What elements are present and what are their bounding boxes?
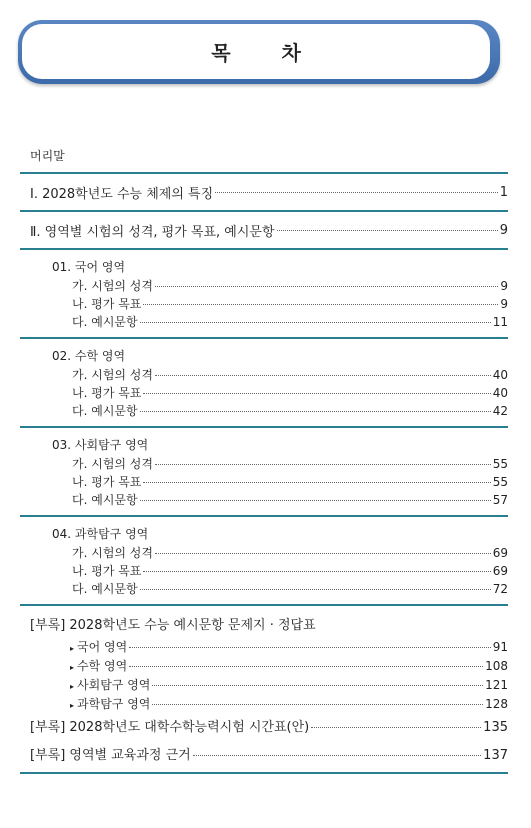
toc-label: 다. 예시문항 xyxy=(72,493,138,507)
toc-label: 다. 예시문항 xyxy=(72,404,138,418)
toc-label: 나. 평가 목표 xyxy=(72,564,142,578)
toc-item[interactable] xyxy=(30,313,508,331)
dot-leader xyxy=(140,589,491,590)
toc-appendix-curriculum[interactable] xyxy=(30,742,508,770)
title-banner-inner xyxy=(22,24,490,79)
toc-item[interactable] xyxy=(30,562,508,580)
toc-label: 가. 시험의 성격 xyxy=(72,457,153,471)
dot-leader xyxy=(140,500,491,501)
toc-page: 91 xyxy=(492,640,508,654)
toc-section-science xyxy=(30,517,508,604)
toc-page: 108 xyxy=(485,659,508,673)
toc-item[interactable] xyxy=(30,544,508,562)
toc-preface[interactable]: 머리말 xyxy=(30,149,65,163)
dot-leader xyxy=(155,464,491,465)
toc-chapter-1[interactable] xyxy=(30,174,508,210)
toc-label: 나. 평가 목표 xyxy=(72,297,142,311)
toc-page: 1 xyxy=(499,184,508,200)
toc-page: 9 xyxy=(499,222,508,238)
toc-label: Ⅰ. 2028학년도 수능 체제의 특징 xyxy=(30,186,214,202)
toc-page: 69 xyxy=(492,546,508,560)
dot-leader xyxy=(155,375,491,376)
toc-appendix-timetable[interactable] xyxy=(30,714,508,742)
dot-leader xyxy=(155,553,491,554)
triangle-bullet-icon: ▸ xyxy=(70,701,75,710)
title-banner xyxy=(18,20,500,84)
dot-leader xyxy=(193,755,481,756)
toc-label: 다. 예시문항 xyxy=(72,315,138,329)
toc-label: [부록] 2028학년도 대학수학능력시험 시간표(안) xyxy=(30,720,310,735)
toc-section-title[interactable]: 03. 사회탐구 영역 xyxy=(52,438,149,452)
dot-leader xyxy=(155,286,498,287)
dot-leader xyxy=(143,571,490,572)
dot-leader xyxy=(129,647,491,648)
triangle-bullet-icon: ▸ xyxy=(70,644,75,653)
toc-appendix-title[interactable]: [부록] 2028학년도 수능 예시문항 문제지 · 정답표 xyxy=(30,618,316,633)
toc-item[interactable] xyxy=(30,455,508,473)
toc-page: 57 xyxy=(492,493,508,507)
toc-appendix-item[interactable] xyxy=(30,695,508,714)
toc-item[interactable] xyxy=(30,491,508,509)
toc-appendix xyxy=(30,606,508,772)
toc-label: 수학 영역 xyxy=(77,659,128,673)
toc-chapter-2[interactable] xyxy=(30,212,508,248)
toc-item[interactable] xyxy=(30,580,508,598)
dot-leader xyxy=(215,192,498,193)
toc-label: 가. 시험의 성격 xyxy=(72,546,153,560)
toc-label: Ⅱ. 영역별 시험의 성격, 평가 목표, 예시문항 xyxy=(30,224,275,240)
toc-page: 11 xyxy=(492,315,508,329)
toc-label: 나. 평가 목표 xyxy=(72,475,142,489)
dot-leader xyxy=(140,322,491,323)
toc-page: 72 xyxy=(492,582,508,596)
toc-label: [부록] 영역별 교육과정 근거 xyxy=(30,748,191,763)
page-title: 목 차 xyxy=(211,41,323,65)
toc-label: 사회탐구 영역 xyxy=(77,678,151,692)
toc-label: 가. 시험의 성격 xyxy=(72,279,153,293)
toc-appendix-item[interactable] xyxy=(30,657,508,676)
toc-item[interactable] xyxy=(30,277,508,295)
toc-item[interactable] xyxy=(30,366,508,384)
toc-label: 가. 시험의 성격 xyxy=(72,368,153,382)
toc-item[interactable] xyxy=(30,402,508,420)
dot-leader xyxy=(143,482,490,483)
triangle-bullet-icon: ▸ xyxy=(70,682,75,691)
toc-page: 69 xyxy=(492,564,508,578)
toc-section-social xyxy=(30,428,508,515)
toc-page: 55 xyxy=(492,457,508,471)
toc-page: 128 xyxy=(485,697,508,711)
toc-section-title[interactable]: 01. 국어 영역 xyxy=(52,260,126,274)
dot-leader xyxy=(277,230,498,231)
dot-leader xyxy=(140,411,491,412)
divider xyxy=(20,772,508,774)
toc-section-title[interactable]: 02. 수학 영역 xyxy=(52,349,126,363)
toc-label: 나. 평가 목표 xyxy=(72,386,142,400)
toc-item[interactable] xyxy=(30,473,508,491)
dot-leader xyxy=(152,685,483,686)
toc-item[interactable] xyxy=(30,384,508,402)
toc-page: 40 xyxy=(492,386,508,400)
toc-section-title[interactable]: 04. 과학탐구 영역 xyxy=(52,527,149,541)
dot-leader xyxy=(129,666,483,667)
toc-appendix-item[interactable] xyxy=(30,676,508,695)
toc-label: 과학탐구 영역 xyxy=(77,697,151,711)
toc-label: 국어 영역 xyxy=(77,640,128,654)
toc-page: 121 xyxy=(485,678,508,692)
dot-leader xyxy=(143,393,490,394)
dot-leader xyxy=(143,304,498,305)
toc-page: 9 xyxy=(500,279,508,293)
dot-leader xyxy=(311,727,481,728)
toc-label: 다. 예시문항 xyxy=(72,582,138,596)
dot-leader xyxy=(152,704,483,705)
toc-section-math xyxy=(30,339,508,426)
table-of-contents xyxy=(30,146,508,774)
toc-page: 40 xyxy=(492,368,508,382)
toc-page: 135 xyxy=(483,720,508,735)
toc-section-korean xyxy=(30,250,508,337)
toc-appendix-item[interactable] xyxy=(30,638,508,657)
toc-page: 9 xyxy=(500,297,508,311)
toc-page: 55 xyxy=(492,475,508,489)
toc-page: 137 xyxy=(483,748,508,763)
toc-page: 42 xyxy=(492,404,508,418)
toc-item[interactable] xyxy=(30,295,508,313)
triangle-bullet-icon: ▸ xyxy=(70,663,75,672)
